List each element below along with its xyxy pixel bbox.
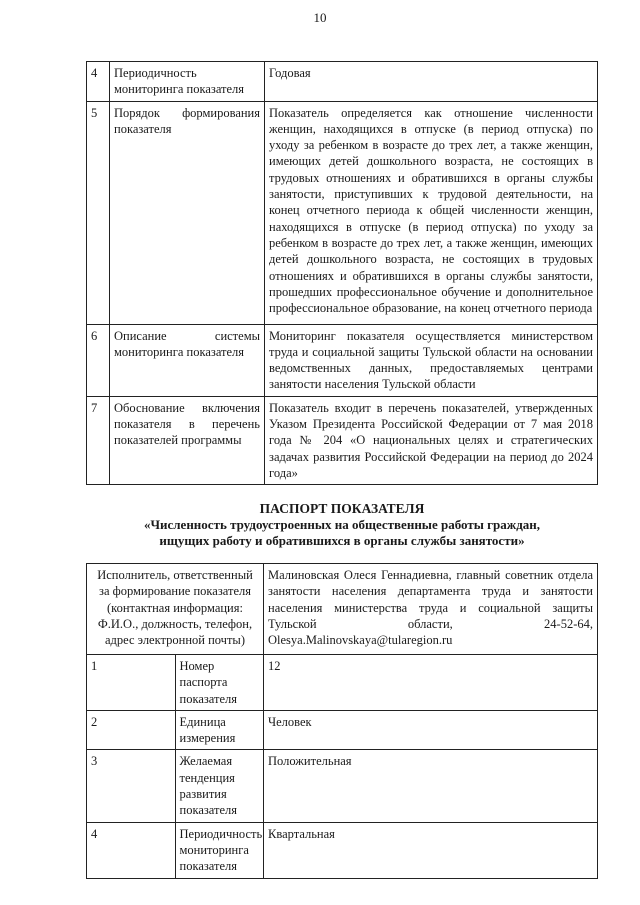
row-value: Положительная — [264, 750, 598, 822]
table-row — [87, 62, 598, 102]
passport-table — [86, 563, 598, 879]
page-number: 10 — [313, 10, 327, 25]
row-label: Желаемая тенденция развития показателя — [175, 750, 264, 822]
passport-heading — [86, 501, 598, 549]
table-row — [87, 101, 598, 324]
passport-subtitle-line2: ищущих работу и обратившихся в органы службы занятости» — [159, 533, 525, 548]
row-value: Показатель входит в перечень показателей, утвержденных Указом Президента Российской Федерации от 7 мая 2018 года № 204 «О национальных целях и стратегических задачах развития Российской Федерации на период до 2024 года» — [265, 396, 598, 484]
table-row — [87, 822, 598, 878]
row-number: 2 — [87, 710, 176, 750]
row-value: Годовая — [265, 62, 598, 102]
executor-label: Исполнитель, ответственный за формирование показателя (контактная информация: Ф.И.О., должность, телефон, адрес электронной почты) — [87, 564, 264, 655]
row-number: 5 — [87, 101, 110, 324]
table-row — [87, 750, 598, 822]
row-value: Квартальная — [264, 822, 598, 878]
row-number: 4 — [87, 62, 110, 102]
row-number: 4 — [87, 822, 176, 878]
row-label: Периодичность мониторинга показателя — [110, 62, 265, 102]
table-row — [87, 324, 598, 396]
row-number: 7 — [87, 396, 110, 484]
row-value: Показатель определяется как отношение численности женщин, находящихся в отпуске (в период отпуска) по уходу за ребенком в возрасте до трех лет, а также женщин, имеющих детей дошкольного возраста, не состоящих в трудовых отношениях и обратившихся в органы службы занятости, приступивших к трудовой деятельности, на конец отчетного периода к общей численности женщин, находящихся в отпуске (в период отпуска) по уходу за ребенком в возрасте до трех лет, а также женщин, имеющих детей дошкольного возраста, не состоящих в трудовых отношениях и обратившихся в органы службы занятости, прошедших профессиональное обучение и дополнительное профессиональное образование, на конец отчетного периода — [265, 101, 598, 324]
table-row — [87, 396, 598, 484]
indicator-table-continued — [86, 61, 598, 485]
row-value: 12 — [264, 655, 598, 711]
row-number: 6 — [87, 324, 110, 396]
row-number: 3 — [87, 750, 176, 822]
row-value: Человек — [264, 710, 598, 750]
row-value: Мониторинг показателя осуществляется министерством труда и социальной защиты Тульской области на основании ведомственных данных, предоставляемых центрами занятости населения Тульской области — [265, 324, 598, 396]
row-label: Обоснование включения показателя в перечень показателей программы — [110, 396, 265, 484]
passport-title: ПАСПОРТ ПОКАЗАТЕЛЯ — [259, 501, 425, 516]
executor-row — [87, 564, 598, 655]
row-number: 1 — [87, 655, 176, 711]
row-label: Порядок формирования показателя — [110, 101, 265, 324]
passport-subtitle-line1: «Численность трудоустроенных на общественные работы граждан, — [143, 517, 541, 532]
row-label: Периодичность мониторинга показателя — [175, 822, 264, 878]
executor-value: Малиновская Олеся Геннадиевна, главный советник отдела занятости населения департамента труда и занятости населения министерства труда и социальной защиты Тульской области, 24-52-64, Olesya.Malinovskaya@tularegion.ru — [264, 564, 598, 655]
row-label: Номер паспорта показателя — [175, 655, 264, 711]
table-row — [87, 655, 598, 711]
row-label: Описание системы мониторинга показателя — [110, 324, 265, 396]
table-row — [87, 710, 598, 750]
row-label: Единица измерения — [175, 710, 264, 750]
